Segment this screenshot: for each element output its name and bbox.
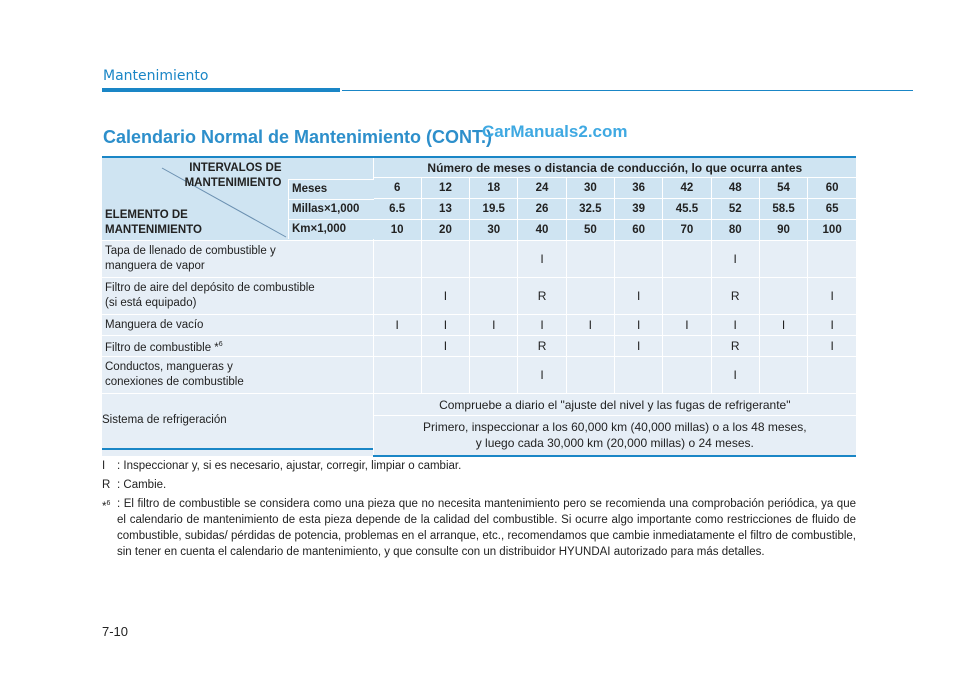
schedule-cell	[373, 336, 421, 357]
section-title: Mantenimiento	[103, 68, 209, 84]
note-text: : El filtro de combustible se considera como una pieza que no necesita mantenimiento pero se recomienda una comprobación periódica, ya que el calendario de mantenimiento de esta pieza depende de la calidad del combustible. Si ocurre algo importante como restricciones de fluido de combustible, subidas/ pérdidas de potencia, problemas en el arranque, etc., recomendamos que cambie inmediatamente el filtro de combustible, sin tener en cuenta el calendario de mantenimiento, y que consulte con un distribuidor HYUNDAI autorizado para más detalles.	[117, 498, 856, 558]
schedule-cell: I	[518, 241, 566, 278]
note-mark: R	[102, 479, 111, 491]
interval-value: 100	[808, 220, 856, 241]
corner-top-label	[185, 161, 282, 191]
schedule-cell: I	[421, 315, 469, 336]
schedule-cell: I	[759, 315, 807, 336]
interval-value: 19.5	[470, 199, 518, 220]
schedule-cell	[759, 336, 807, 357]
schedule-cell: I	[808, 336, 856, 357]
interval-value: 65	[808, 199, 856, 220]
schedule-cell: I	[421, 278, 469, 315]
interval-value: 6.5	[373, 199, 421, 220]
table-row	[102, 394, 856, 416]
interval-value: 40	[518, 220, 566, 241]
interval-value: 52	[711, 199, 759, 220]
schedule-cell	[663, 336, 711, 357]
schedule-cell	[470, 241, 518, 278]
schedule-cell: R	[518, 278, 566, 315]
interval-row-label: Meses	[288, 179, 374, 199]
corner-top-text: INTERVALOS DE MANTENIMIENTO	[184, 162, 282, 189]
table-bottom-rule	[102, 448, 373, 450]
schedule-cell	[470, 278, 518, 315]
corner-bottom-text: ELEMENTO DE MANTENIMIENTO	[105, 209, 202, 236]
schedule-cell	[663, 278, 711, 315]
table-row	[102, 241, 856, 278]
schedule-cell	[566, 336, 614, 357]
schedule-cell: I	[373, 315, 421, 336]
header-rule-thin	[342, 90, 913, 91]
span-header: Número de meses o distancia de conducción, lo que ocurra antes	[373, 157, 856, 178]
note-text: : Inspeccionar y, si es necesario, ajustar, corregir, limpiar o cambiar.	[117, 460, 462, 472]
page-number: 7-10	[102, 624, 129, 639]
table-corner-header	[102, 157, 373, 241]
interval-value: 58.5	[759, 199, 807, 220]
schedule-cell: I	[518, 315, 566, 336]
schedule-cell	[566, 278, 614, 315]
interval-value: 42	[663, 178, 711, 199]
schedule-cell: I	[421, 336, 469, 357]
interval-value: 6	[373, 178, 421, 199]
schedule-cell	[421, 357, 469, 394]
interval-value: 39	[614, 199, 662, 220]
schedule-cell	[759, 357, 807, 394]
interval-value: 50	[566, 220, 614, 241]
note-fuel-filter	[102, 496, 856, 560]
item-name: Manguera de vacío	[102, 315, 373, 336]
item-name: Conductos, mangueras y conexiones de combustible	[102, 357, 373, 394]
schedule-cell: I	[566, 315, 614, 336]
schedule-cell	[566, 241, 614, 278]
item-name: Filtro de combustible *$^6$	[102, 336, 373, 357]
page-title: Calendario Normal de Mantenimiento (CONT.)	[103, 127, 493, 147]
schedule-cell	[759, 278, 807, 315]
legend-notes	[102, 458, 856, 563]
schedule-cell	[373, 357, 421, 394]
header-rule-thick	[102, 88, 340, 92]
schedule-cell: I	[518, 357, 566, 394]
schedule-cell	[566, 357, 614, 394]
interval-value: 45.5	[663, 199, 711, 220]
interval-value: 10	[373, 220, 421, 241]
table-row	[102, 278, 856, 315]
item-name: Sistema de refrigeración	[102, 394, 373, 456]
note-text: : Cambie.	[117, 479, 167, 491]
note-mark: I	[102, 460, 106, 472]
interval-value: 48	[711, 178, 759, 199]
schedule-cell: R	[711, 278, 759, 315]
interval-row-label: Km×1,000	[288, 219, 374, 239]
interval-value: 20	[421, 220, 469, 241]
interval-value: 13	[421, 199, 469, 220]
schedule-cell	[663, 241, 711, 278]
schedule-cell: I	[711, 357, 759, 394]
schedule-cell: I	[808, 278, 856, 315]
maintenance-table	[102, 156, 856, 457]
schedule-cell: I	[614, 278, 662, 315]
schedule-cell	[470, 357, 518, 394]
schedule-cell: I	[711, 241, 759, 278]
schedule-cell: R	[518, 336, 566, 357]
schedule-cell	[614, 357, 662, 394]
interval-value: 32.5	[566, 199, 614, 220]
schedule-cell	[373, 241, 421, 278]
interval-value: 60	[614, 220, 662, 241]
schedule-cell	[808, 357, 856, 394]
interval-value: 24	[518, 178, 566, 199]
schedule-cell	[614, 241, 662, 278]
interval-value: 90	[759, 220, 807, 241]
schedule-cell: I	[614, 315, 662, 336]
interval-value: 54	[759, 178, 807, 199]
coolant-daily-check: Compruebe a diario el "ajuste del nivel y las fugas de refrigerante"	[373, 394, 856, 416]
interval-value: 18	[470, 178, 518, 199]
schedule-cell	[663, 357, 711, 394]
schedule-cell: I	[808, 315, 856, 336]
note-mark: *$^6$	[102, 500, 111, 513]
table-row	[102, 315, 856, 336]
note-inspect	[102, 458, 856, 474]
schedule-cell	[373, 278, 421, 315]
schedule-cell: I	[614, 336, 662, 357]
interval-row-label: Millas×1,000	[288, 199, 374, 219]
watermark: CarManuals2.com	[482, 122, 628, 141]
table-row	[102, 357, 856, 394]
schedule-cell: R	[711, 336, 759, 357]
interval-value: 80	[711, 220, 759, 241]
schedule-cell: I	[470, 315, 518, 336]
schedule-cell: I	[663, 315, 711, 336]
interval-value: 60	[808, 178, 856, 199]
coolant-interval: Primero, inspeccionar a los 60,000 km (40,000 millas) o a los 48 meses, y luego cada 30,000 km (20,000 millas) o 24 meses.	[373, 416, 856, 456]
item-name: Tapa de llenado de combustible y manguera de vapor	[102, 241, 373, 278]
interval-value: 70	[663, 220, 711, 241]
interval-value: 26	[518, 199, 566, 220]
schedule-cell: I	[711, 315, 759, 336]
schedule-cell	[421, 241, 469, 278]
interval-value: 30	[566, 178, 614, 199]
item-name: Filtro de aire del depósito de combustible (si está equipado)	[102, 278, 373, 315]
interval-value: 36	[614, 178, 662, 199]
schedule-cell	[759, 241, 807, 278]
note-replace	[102, 477, 856, 493]
interval-value: 30	[470, 220, 518, 241]
schedule-cell	[470, 336, 518, 357]
corner-bottom-label	[105, 208, 202, 238]
interval-value: 12	[421, 178, 469, 199]
table-row	[102, 336, 856, 357]
schedule-cell	[808, 241, 856, 278]
